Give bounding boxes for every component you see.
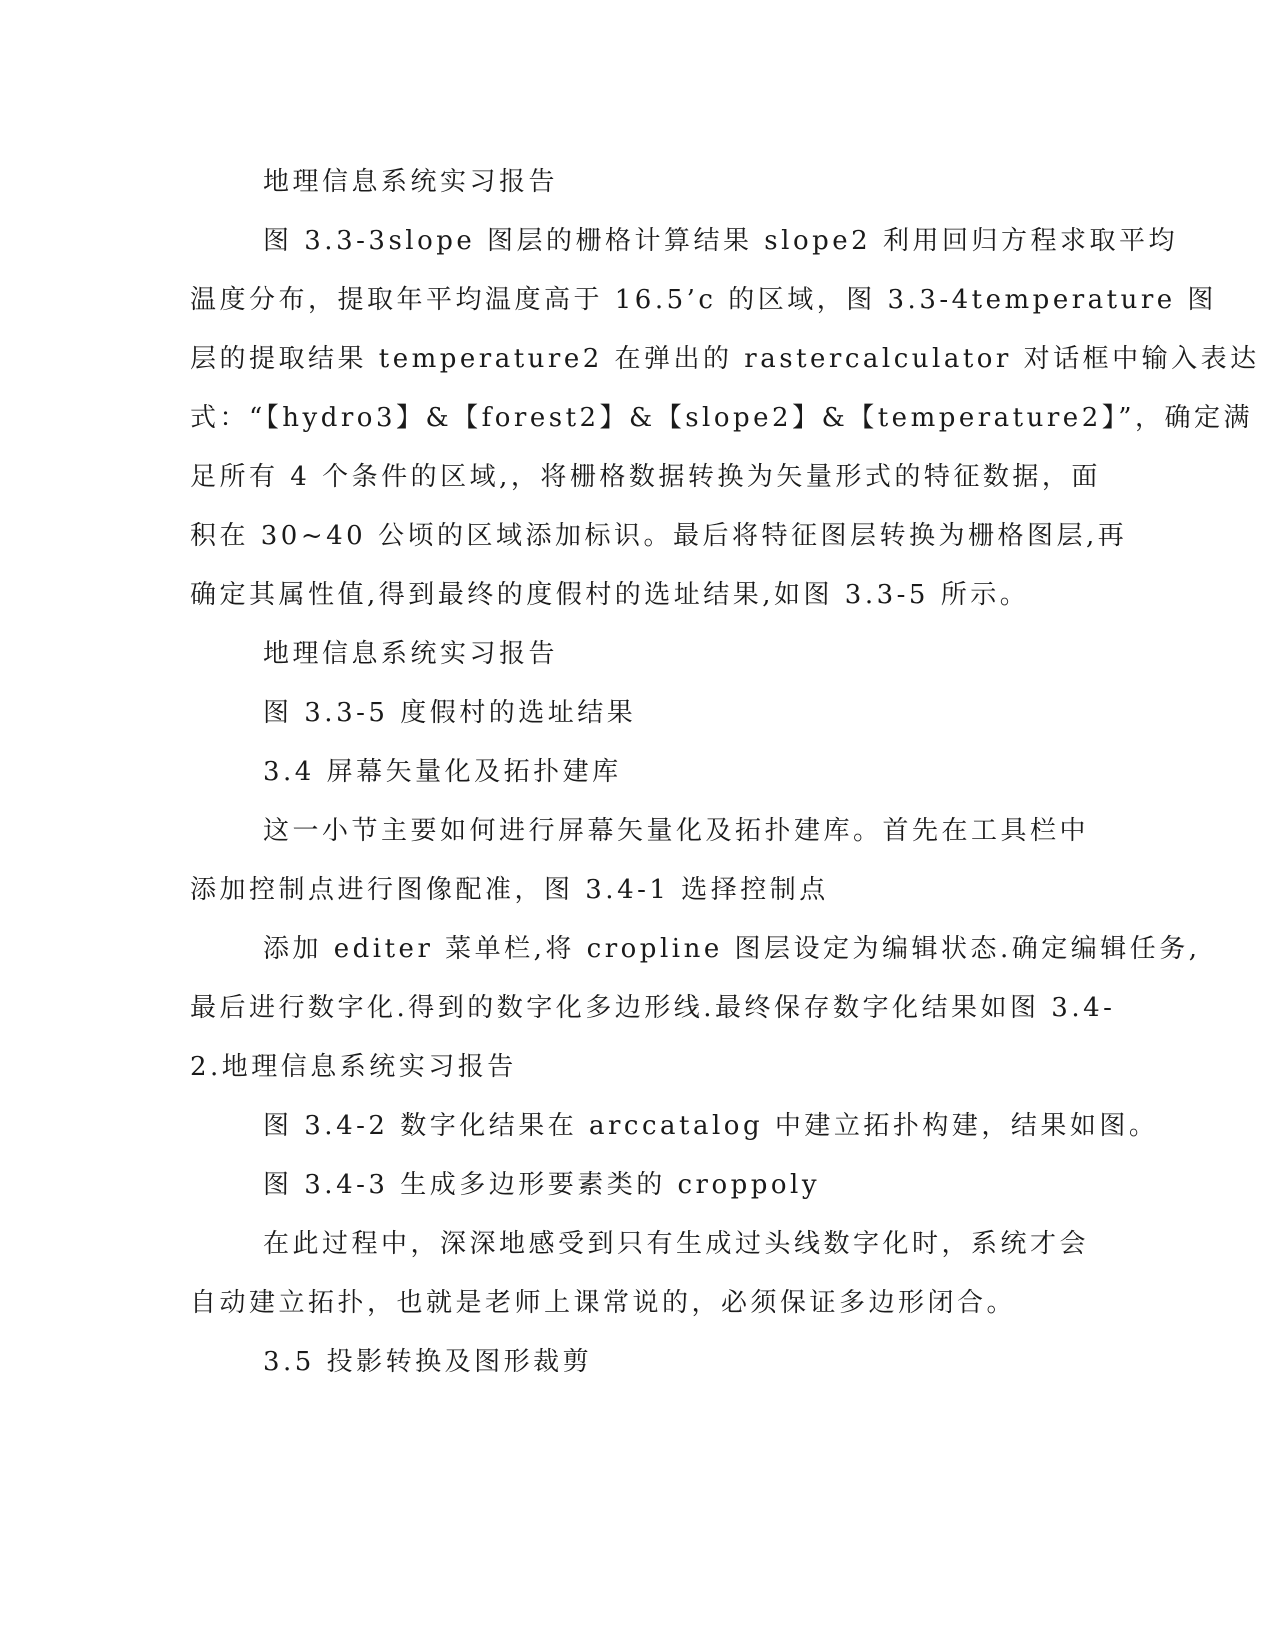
paragraph-line: 最后进行数字化.得到的数字化多边形线.最终保存数字化结果如图 3.4-	[190, 993, 1116, 1023]
figure-caption: 图 3.4-3 生成多边形要素类的 croppoly	[263, 1170, 821, 1200]
paragraph-line: 足所有 4 个条件的区域,，将栅格数据转换为矢量形式的特征数据，面	[190, 462, 1101, 492]
paragraph-line: 温度分布，提取年平均温度高于 16.5’c 的区域，图 3.3-4temperature 图	[190, 285, 1217, 315]
paragraph-line: 确定其属性值,得到最终的度假村的选址结果,如图 3.3-5 所示。	[190, 580, 1030, 610]
paragraph-line: 这一小节主要如何进行屏幕矢量化及拓扑建库。首先在工具栏中	[263, 816, 1090, 846]
paragraph-line: 2.地理信息系统实习报告	[190, 1052, 517, 1082]
paragraph-line: 式：“【hydro3】&【forest2】&【slope2】&【temperature2】”，确定满	[190, 403, 1254, 433]
section-heading: 3.4 屏幕矢量化及拓扑建库	[263, 757, 622, 787]
header-text: 地理信息系统实习报告	[263, 167, 559, 197]
paragraph-line: 自动建立拓扑，也就是老师上课常说的，必须保证多边形闭合。	[190, 1288, 1017, 1318]
paragraph-line: 图 3.3-3slope 图层的栅格计算结果 slope2 利用回归方程求取平均	[263, 226, 1178, 256]
section-heading: 3.5 投影转换及图形裁剪	[263, 1347, 593, 1377]
figure-caption: 图 3.4-2 数字化结果在 arccatalog 中建立拓扑构建，结果如图。	[263, 1111, 1159, 1141]
figure-caption: 图 3.3-5 度假村的选址结果	[263, 698, 637, 728]
header-text: 地理信息系统实习报告	[263, 639, 559, 669]
paragraph-line: 添加 editer 菜单栏,将 cropline 图层设定为编辑状态.确定编辑任务,	[263, 934, 1201, 964]
paragraph-line: 层的提取结果 temperature2 在弹出的 rastercalculator 对话框中输入表达	[190, 344, 1260, 374]
paragraph-line: 在此过程中，深深地感受到只有生成过头线数字化时，系统才会	[263, 1229, 1090, 1259]
paragraph-line: 积在 30~40 公顷的区域添加标识。最后将特征图层转换为栅格图层,再	[190, 521, 1128, 551]
paragraph-line: 添加控制点进行图像配准，图 3.4-1 选择控制点	[190, 875, 829, 905]
